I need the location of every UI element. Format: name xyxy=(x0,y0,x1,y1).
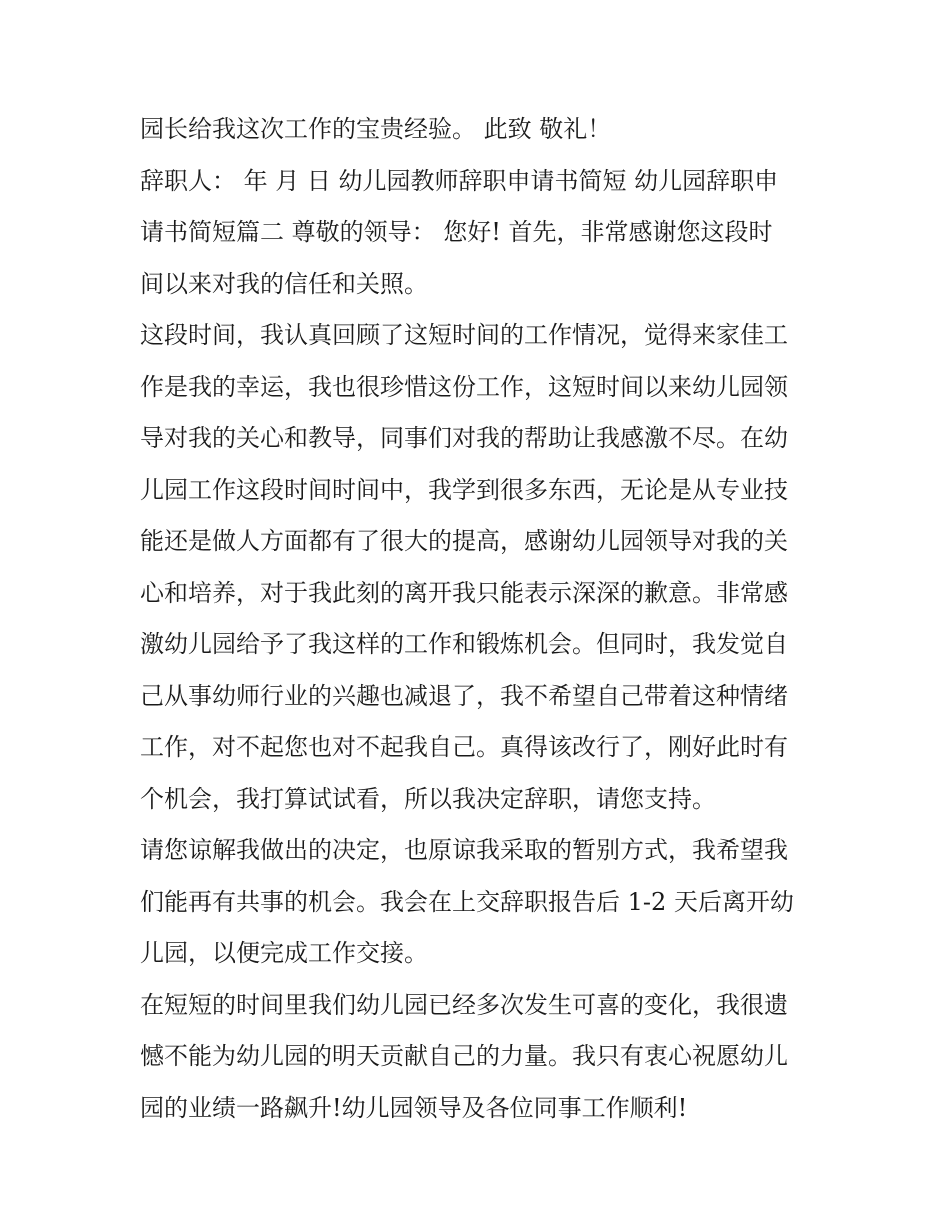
text-line: 园的业绩一路飙升!幼儿园领导及各位同事工作顺利! xyxy=(140,1093,688,1122)
text-line: 个机会，我打算试试看，所以我决定辞职，请您支持。 xyxy=(140,784,716,813)
text-line: 憾不能为幼儿园的明天贡献自己的力量。我只有衷心祝愿幼儿 xyxy=(140,1042,788,1070)
text-line: 心和培养，对于我此刻的离开我只能表示深深的歉意。非常感 xyxy=(140,578,788,607)
text-line: 请书简短篇二 尊敬的领导： 您好! 首先，非常感谢您这段时 xyxy=(140,218,773,246)
text-line: 激幼儿园给予了我这样的工作和锻炼机会。但同时，我发觉自 xyxy=(140,630,788,658)
text-line: 己从事幼师行业的兴趣也减退了，我不希望自己带着这种情绪 xyxy=(140,681,788,710)
text-line: 间以来对我的信任和关照。 xyxy=(140,269,428,298)
text-line: 导对我的关心和教导，同事们对我的帮助让我感激不尽。在幼 xyxy=(140,424,788,452)
text-line: 这段时间，我认真回顾了这短时间的工作情况，觉得来家佳工 xyxy=(140,321,788,349)
letter-body xyxy=(140,104,820,1134)
text-line: 请您谅解我做出的决定，也原谅我采取的暂别方式，我希望我 xyxy=(140,836,788,864)
text-line: 辞职人： 年 月 日 幼儿园教师辞职申请书简短 幼儿园辞职申 xyxy=(140,166,779,195)
text-line: 园长给我这次工作的宝贵经验。 此致 敬礼！ xyxy=(140,115,612,143)
text-line: 工作，对不起您也对不起我自己。真得该改行了，刚好此时有 xyxy=(140,733,788,761)
text-line: 儿园，以便完成工作交接。 xyxy=(140,939,428,967)
text-line: 儿园工作这段时间时间中，我学到很多东西，无论是从专业技 xyxy=(140,475,788,504)
text-line: 们能再有共事的机会。我会在上交辞职报告后 1-2 天后离开幼 xyxy=(140,887,794,916)
text-line: 作是我的幸运，我也很珍惜这份工作，这短时间以来幼儿园领 xyxy=(140,372,788,401)
text-line: 能还是做人方面都有了很大的提高，感谢幼儿园领导对我的关 xyxy=(140,527,788,555)
text-line: 在短短的时间里我们幼儿园已经多次发生可喜的变化，我很遗 xyxy=(140,990,788,1019)
